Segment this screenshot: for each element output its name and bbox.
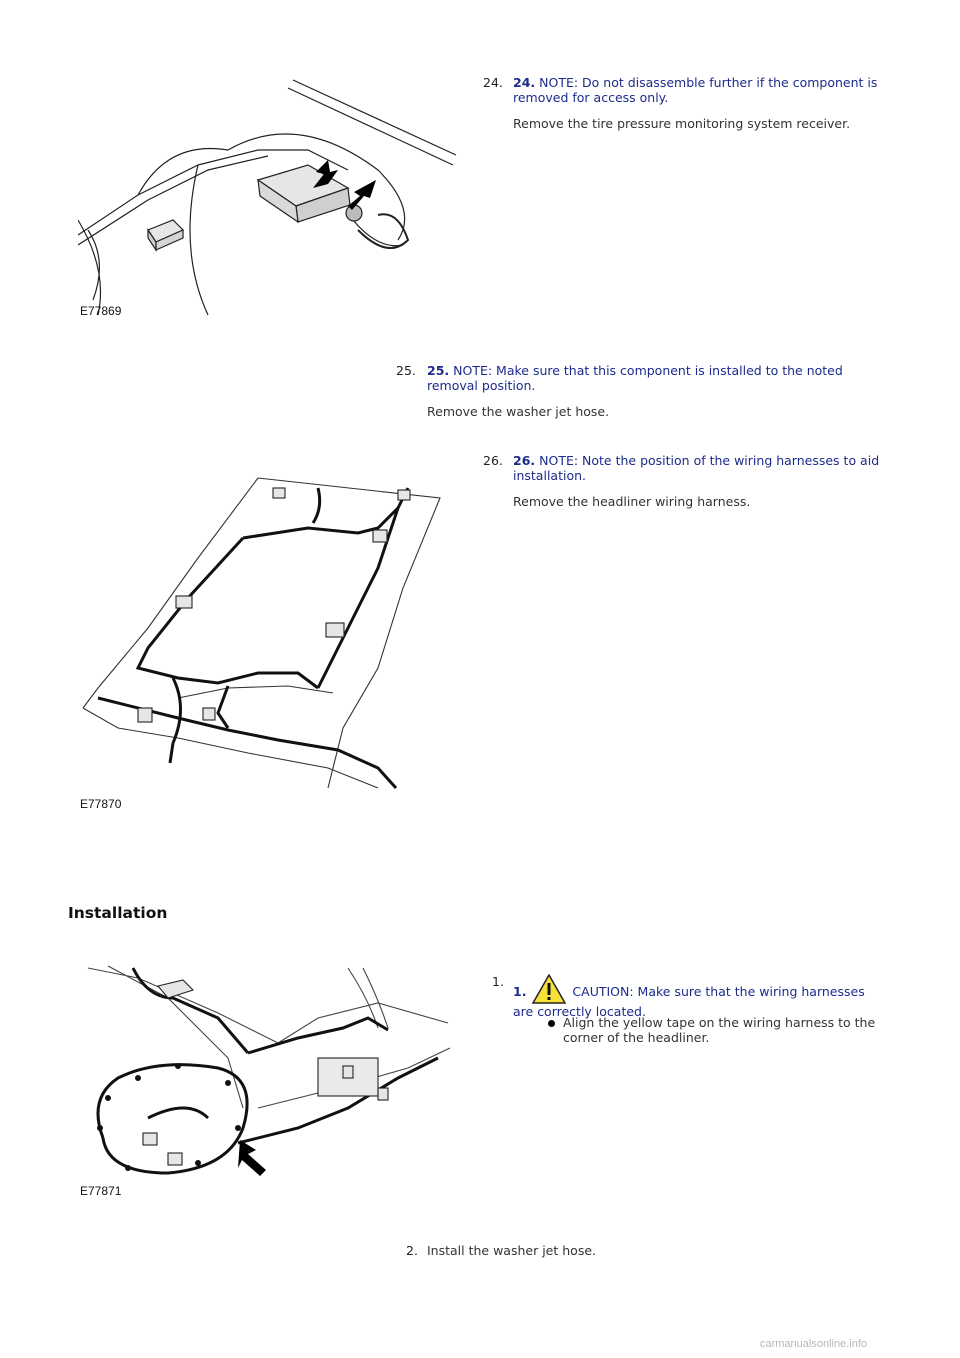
install-step-2-text: Install the washer jet hose. [427, 1243, 596, 1258]
step-number: 2. [406, 1243, 418, 1258]
bullet-dot [548, 1020, 555, 1027]
step-25-text [427, 363, 877, 419]
step-instruction: Remove the headliner wiring harness. [513, 494, 751, 509]
step-lead-number: 25. [427, 363, 450, 378]
step-note: NOTE: Note the position of the wiring harnesses to aid installation. [513, 453, 880, 483]
install-step-1-text [513, 974, 883, 1019]
figure-label: E77871 [80, 1184, 122, 1198]
step-26-text [513, 453, 883, 509]
figure-headliner-harness [78, 468, 450, 806]
step-number: 24. [483, 75, 503, 90]
step-lead-number: 26. [513, 453, 536, 468]
step-number: 1. [492, 974, 504, 989]
step-instruction: Remove the washer jet hose. [427, 404, 610, 419]
section-heading: Installation [68, 904, 168, 922]
step-caution: CAUTION: Make sure that the wiring harnesses are correctly located. [513, 984, 865, 1019]
step-number: 25. [396, 363, 416, 378]
step-note: NOTE: Make sure that this component is installed to the noted removal position. [427, 363, 843, 393]
figure-harness-location [78, 958, 454, 1188]
step-24-text [513, 75, 883, 131]
step-note: NOTE: Do not disassemble further if the component is removed for access only. [513, 75, 878, 105]
figure-tpms-receiver [78, 70, 460, 320]
step-lead-number: 1. [513, 984, 527, 999]
step-instruction: Remove the tire pressure monitoring system receiver. [513, 116, 851, 131]
step-lead-number: 24. [513, 75, 536, 90]
figure-label: E77870 [80, 797, 122, 811]
warning-triangle-icon [532, 974, 566, 1004]
step-number: 26. [483, 453, 503, 468]
bullet-text: Align the yellow tape on the wiring harness to the corner of the headliner. [563, 1015, 876, 1045]
watermark: carmanualsonline.info [760, 1338, 868, 1350]
figure-label: E77869 [80, 304, 122, 318]
